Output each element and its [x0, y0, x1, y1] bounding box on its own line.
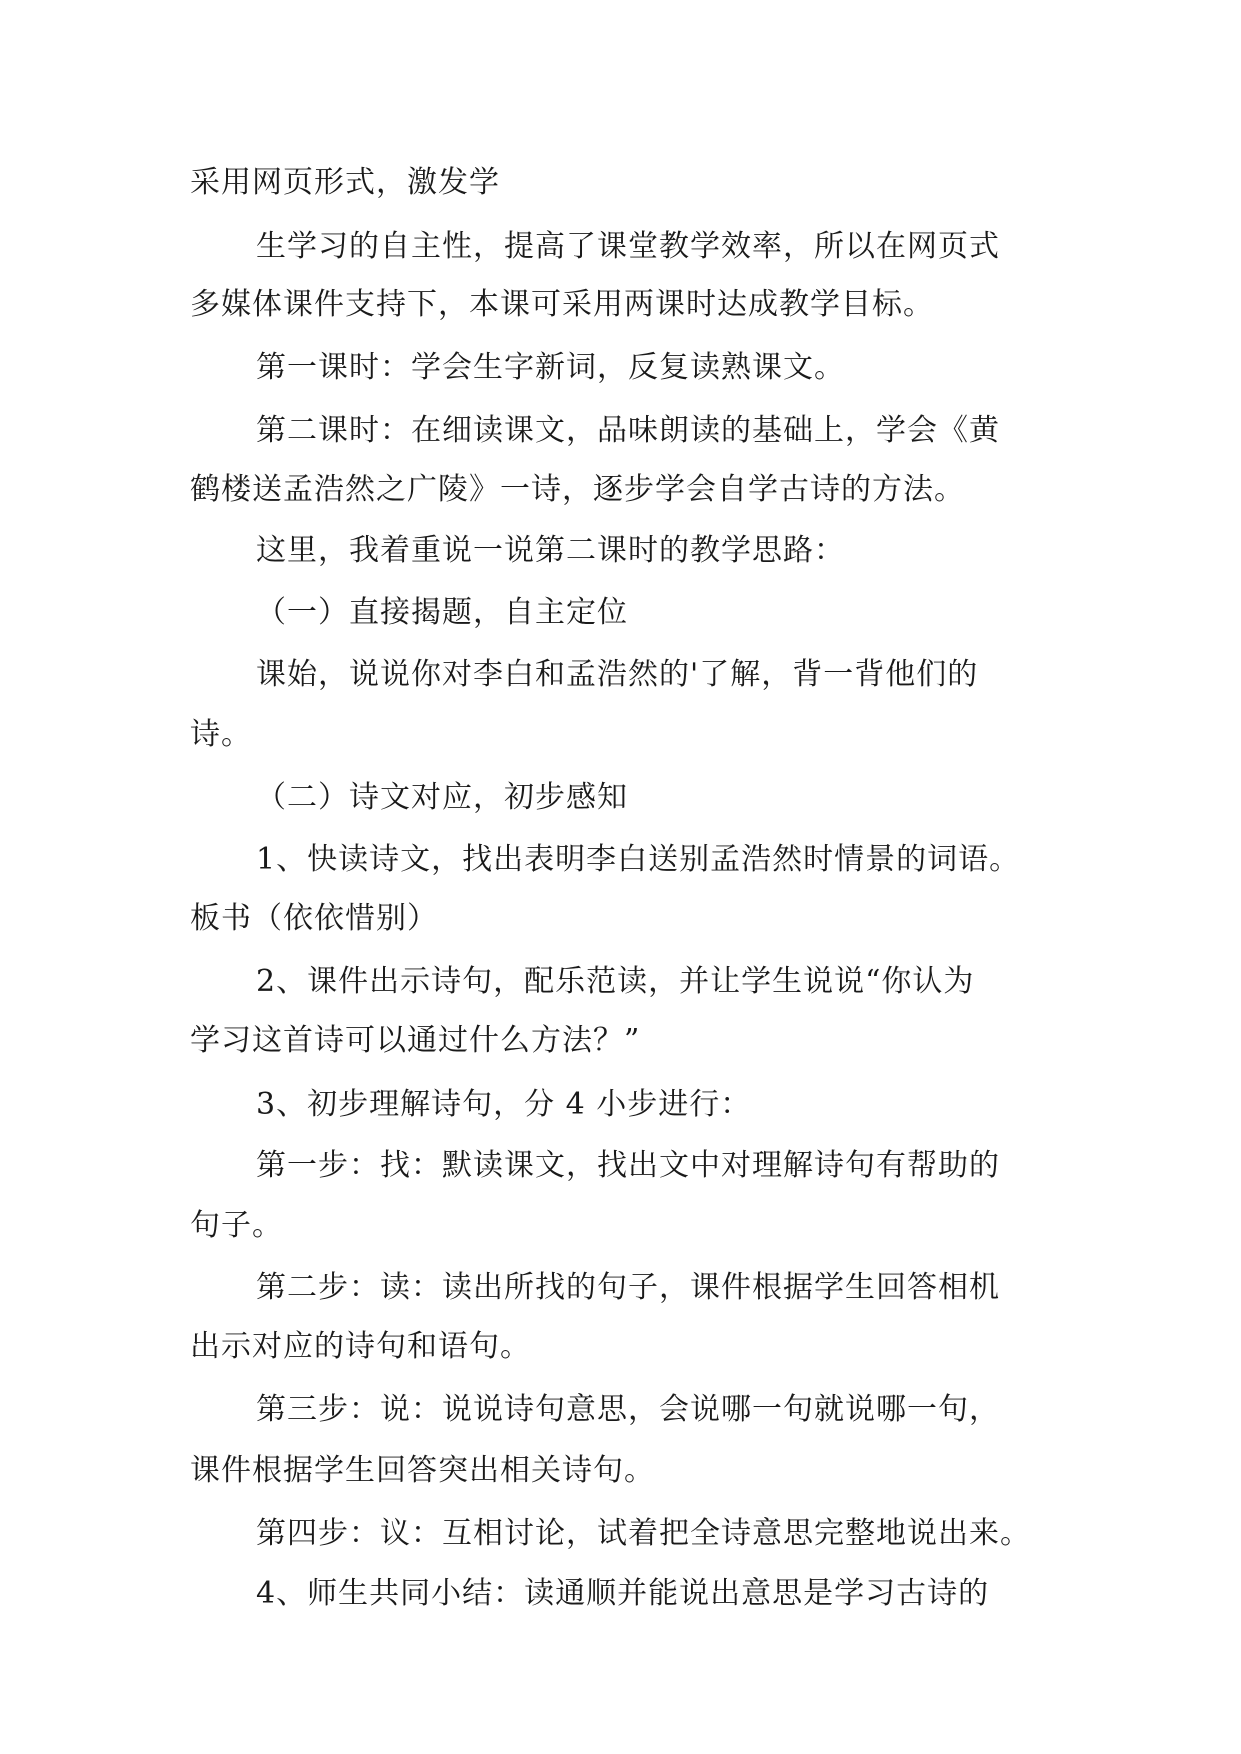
- text-line: 第三步：说：说说诗句意思，会说哪一句就说哪一句，: [256, 1392, 1000, 1427]
- text-line: 1、快读诗文，找出表明李白送别孟浩然时情景的词语。: [256, 842, 1021, 877]
- text-line: 第四步：议：互相讨论，试着把全诗意思完整地说出来。: [256, 1516, 1031, 1551]
- text-line: 2、课件出示诗句，配乐范读，并让学生说说“你认为: [256, 964, 975, 999]
- text-line: 采用网页形式，激发学: [190, 165, 500, 200]
- text-line: 第二步：读：读出所找的句子，课件根据学生回答相机: [256, 1270, 1000, 1305]
- text-line: 这里，我着重说一说第二课时的教学思路：: [256, 533, 845, 568]
- text-line: 4、师生共同小结：读通顺并能说出意思是学习古诗的: [256, 1576, 990, 1611]
- text-line: 多媒体课件支持下，本课可采用两课时达成教学目标。: [190, 287, 934, 322]
- text-line: 第一课时：学会生字新词，反复读熟课文。: [256, 350, 845, 385]
- text-line: 第二课时：在细读课文，品味朗读的基础上，学会《黄: [256, 413, 1000, 448]
- text-line: 学习这首诗可以通过什么方法？”: [190, 1023, 641, 1058]
- text-line: 鹤楼送孟浩然之广陵》一诗，逐步学会自学古诗的方法。: [190, 472, 965, 507]
- text-line: 3、初步理解诗句，分 4 小步进行：: [256, 1087, 752, 1122]
- text-line: 课始，说说你对李白和孟浩然的'了解，背一背他们的: [256, 657, 979, 692]
- text-line: 板书（依依惜别）: [190, 901, 438, 936]
- text-line: 第一步：找：默读课文，找出文中对理解诗句有帮助的: [256, 1148, 1000, 1183]
- section-heading: （一）直接揭题，自主定位: [256, 595, 628, 630]
- text-line: 生学习的自主性，提高了课堂教学效率，所以在网页式: [256, 229, 1000, 264]
- text-line: 句子。: [190, 1208, 283, 1243]
- text-line: 课件根据学生回答突出相关诗句。: [190, 1453, 655, 1488]
- text-line: 出示对应的诗句和语句。: [190, 1329, 531, 1364]
- section-heading: （二）诗文对应，初步感知: [256, 780, 628, 815]
- text-line: 诗。: [190, 717, 252, 752]
